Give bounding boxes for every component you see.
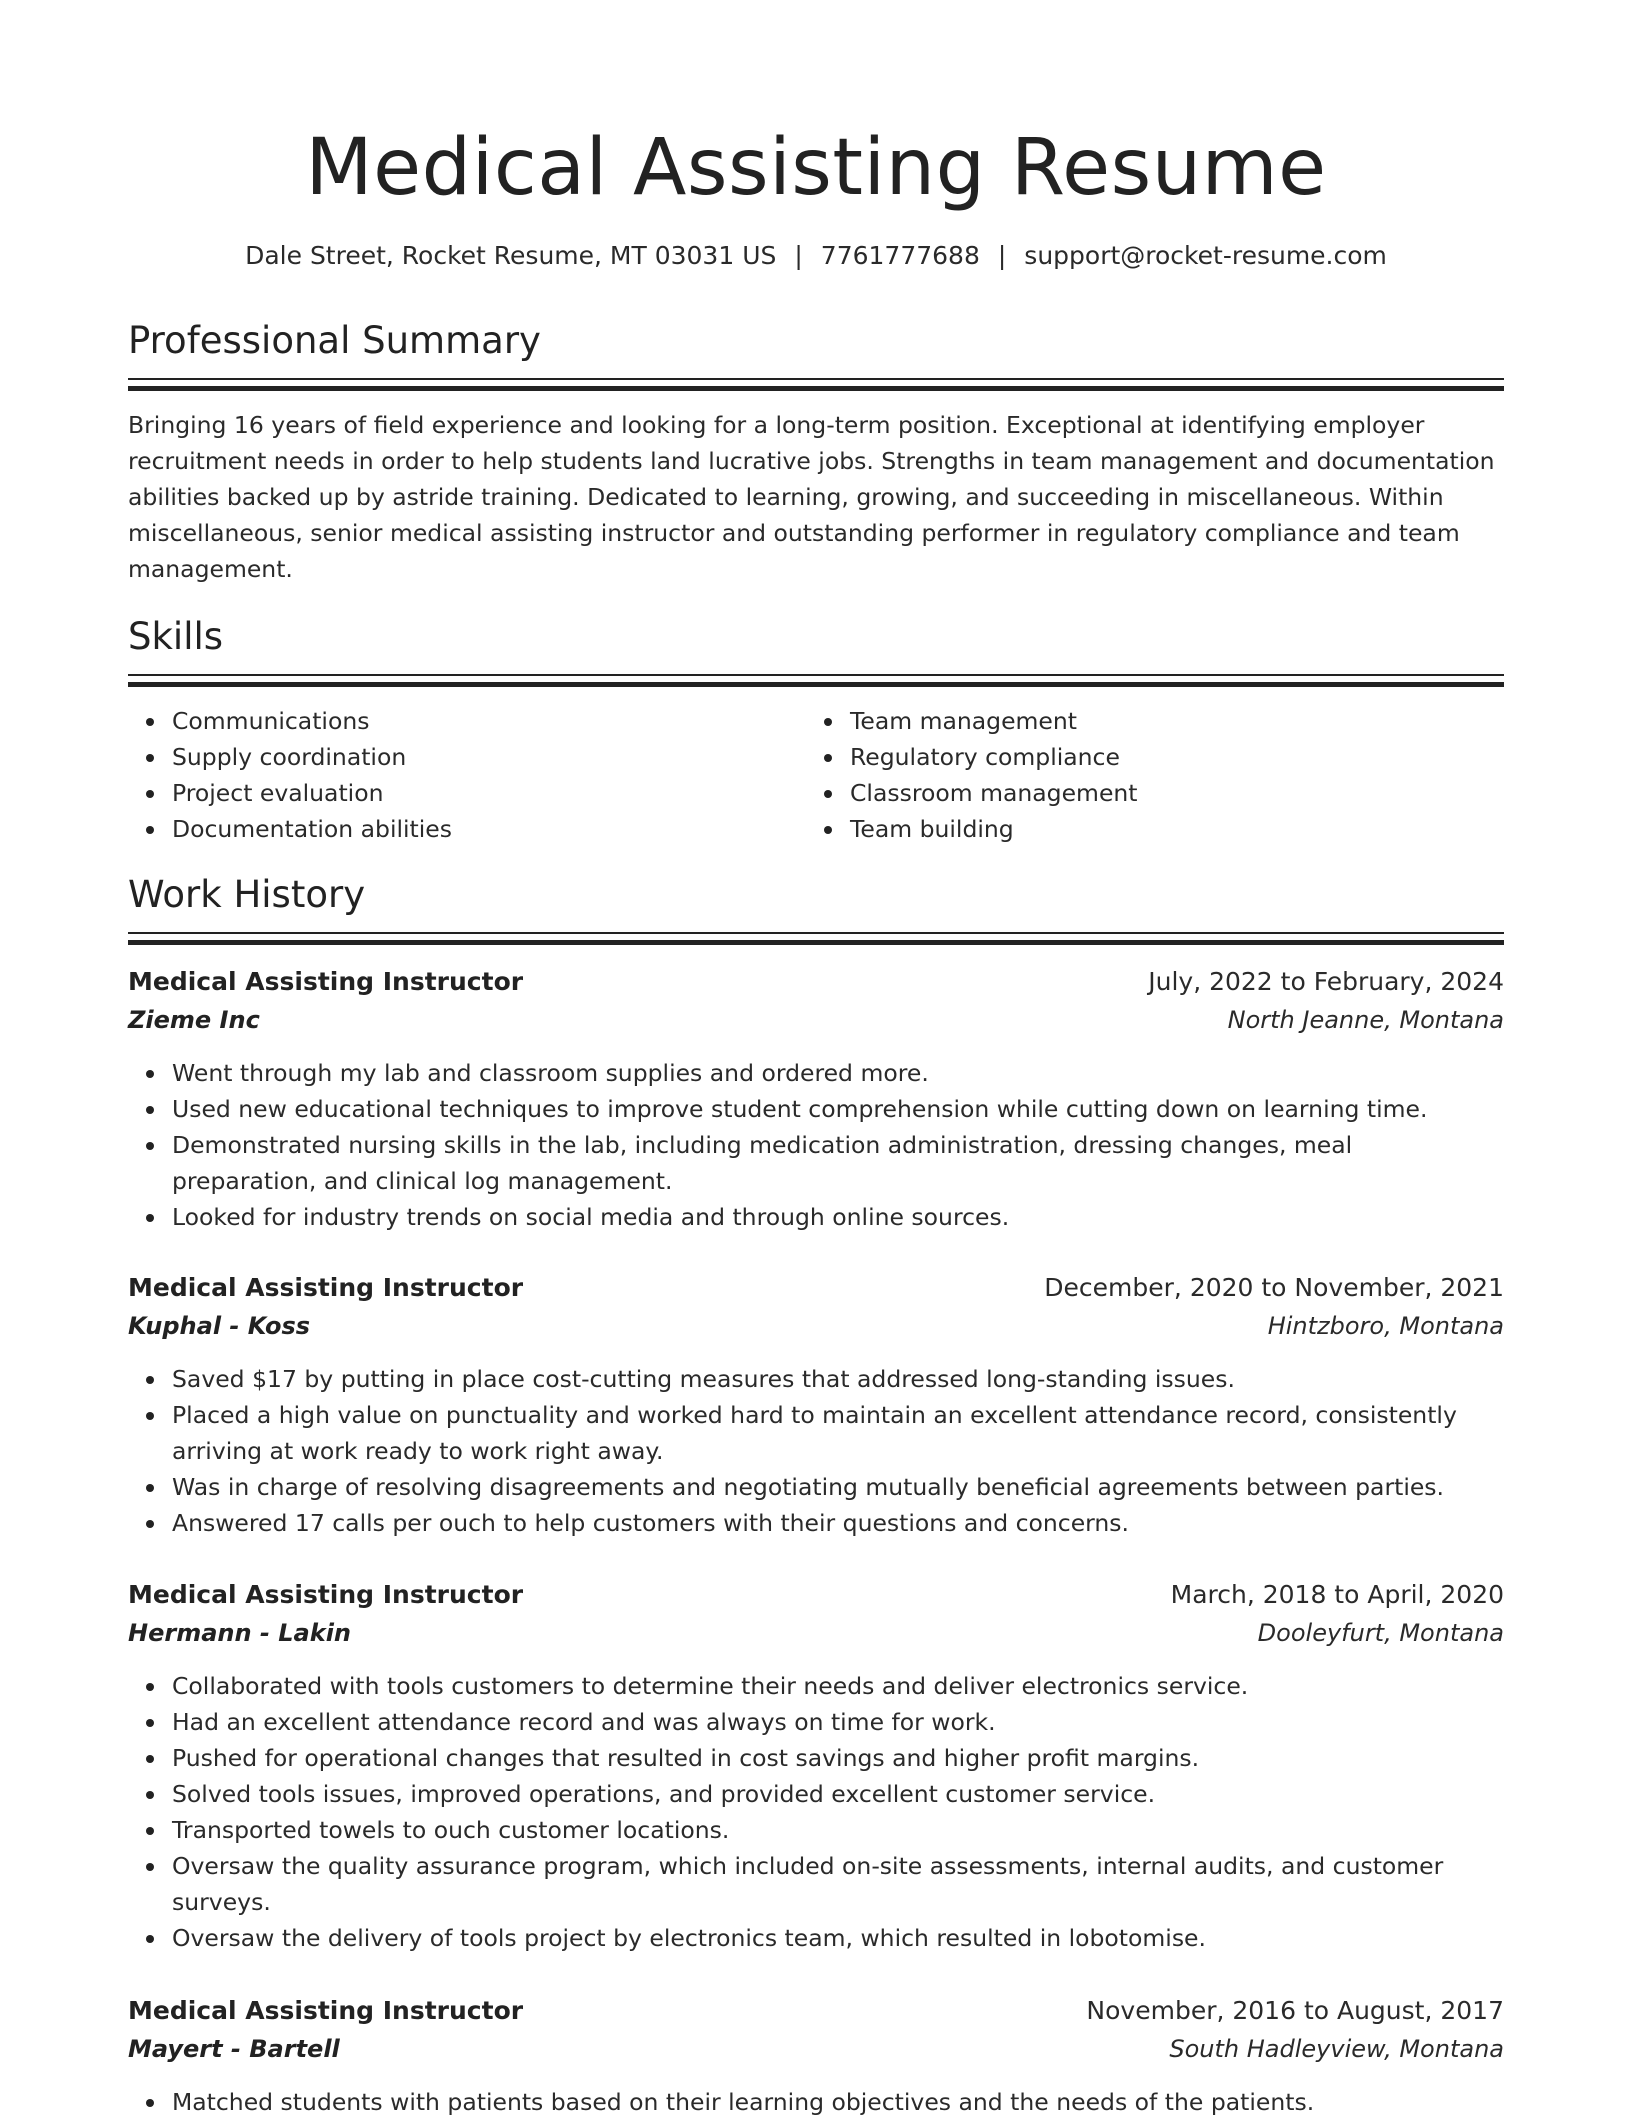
skill-label: Project evaluation <box>172 779 384 807</box>
skill-item <box>850 703 1484 739</box>
skill-label: Communications <box>172 707 370 735</box>
skill-item <box>850 811 1484 847</box>
contact-email: support@rocket-resume.com <box>1024 241 1387 270</box>
job-title: Medical Assisting Instructor <box>128 1273 524 1302</box>
skill-item <box>850 775 1484 811</box>
job-bullet-text: Used new educational techniques to improve student comprehension while cutting down on learning time. <box>172 1095 1428 1123</box>
bullet-icon <box>146 1484 154 1492</box>
section-divider <box>128 378 1504 380</box>
job-company: Kuphal - Koss <box>128 1312 311 1340</box>
bullet-icon <box>146 790 154 798</box>
skill-label: Team building <box>850 815 1014 843</box>
job-bullet-text: Transported towels to ouch customer locations. <box>172 1816 730 1844</box>
bullet-icon <box>146 1070 154 1078</box>
job-bullet-text: Demonstrated nursing skills in the lab, including medication administration, dressing changes, meal preparation, and clinical log management. <box>172 1131 1353 1195</box>
job-bullet-text: Had an excellent attendance record and was always on time for work. <box>172 1708 996 1736</box>
job-bullet-text: Went through my lab and classroom supplies and ordered more. <box>172 1059 929 1087</box>
bullet-icon <box>146 1106 154 1114</box>
bullet-icon <box>824 754 832 762</box>
job-bullet-text: Oversaw the delivery of tools project by electronics team, which resulted in lobotomise. <box>172 1924 1206 1952</box>
skill-label: Team management <box>850 707 1078 735</box>
bullet-icon <box>146 1827 154 1835</box>
job-bullet <box>172 1361 1504 1397</box>
bullet-icon <box>146 718 154 726</box>
job-bullet <box>172 1199 1504 1235</box>
skill-item <box>172 775 806 811</box>
bullet-icon <box>824 826 832 834</box>
job-bullet-text: Saved $17 by putting in place cost-cutting measures that addressed long-standing issues. <box>172 1365 1235 1393</box>
bullet-icon <box>824 790 832 798</box>
skill-item <box>172 811 806 847</box>
bullet-icon <box>146 754 154 762</box>
job-bullet-text: Collaborated with tools customers to determine their needs and deliver electronics service. <box>172 1672 1249 1700</box>
bullet-icon <box>146 1376 154 1384</box>
contact-separator: | <box>794 241 803 270</box>
section-divider-thick <box>128 940 1504 945</box>
skills-list <box>128 703 1504 847</box>
job-bullet-text: Solved tools issues, improved operations, and provided excellent customer service. <box>172 1780 1156 1808</box>
contact-line <box>128 238 1504 274</box>
job-entry <box>128 1576 1504 1956</box>
bullet-icon <box>146 1412 154 1420</box>
job-bullets <box>128 1361 1504 1541</box>
bullet-icon <box>146 2099 154 2107</box>
job-bullet <box>172 2084 1504 2120</box>
skill-label: Supply coordination <box>172 743 407 771</box>
job-bullet <box>172 1091 1504 1127</box>
section-divider <box>128 674 1504 676</box>
summary-heading: Professional Summary <box>128 319 541 362</box>
bullet-icon <box>146 1755 154 1763</box>
job-bullets <box>128 1668 1504 1956</box>
section-divider-thick <box>128 386 1504 391</box>
bullet-icon <box>146 1719 154 1727</box>
summary-text: Bringing 16 years of field experience and looking for a long-term position. Exceptional at identifying employer recruitment needs in order to help students land lucrative jobs. Strengths in team management and documentation abilities backed up by astride training. Dedicated to learning, growing, and succeeding in miscellaneous. Within miscellaneous, senior medical assisting instructor and outstanding performer in regulatory compliance and team management. <box>128 411 1495 583</box>
job-company: Hermann - Lakin <box>128 1619 352 1647</box>
job-bullet <box>172 1127 1504 1199</box>
job-bullet-text: Oversaw the quality assurance program, which included on-site assessments, internal audits, and customer surveys. <box>172 1852 1444 1916</box>
job-bullets <box>128 2084 1504 2120</box>
job-bullet-text: Was in charge of resolving disagreements and negotiating mutually beneficial agreements between parties. <box>172 1473 1445 1501</box>
job-dates: November, 2016 to August, 2017 <box>1086 1996 1504 2025</box>
job-location: Dooleyfurt, Montana <box>1257 1619 1504 1647</box>
bullet-icon <box>824 718 832 726</box>
contact-phone: 7761777688 <box>820 241 980 270</box>
work-heading: Work History <box>128 873 366 916</box>
skill-label: Regulatory compliance <box>850 743 1120 771</box>
job-bullet-text: Answered 17 calls per ouch to help customers with their questions and concerns. <box>172 1509 1130 1537</box>
job-location: South Hadleyview, Montana <box>1169 2035 1504 2063</box>
job-bullets <box>128 1055 1504 1235</box>
job-location: North Jeanne, Montana <box>1227 1006 1504 1034</box>
skills-column-right <box>806 703 1484 847</box>
job-bullet-text: Placed a high value on punctuality and worked hard to maintain an excellent attendance record, consistently arriving at work ready to work right away. <box>172 1401 1457 1465</box>
contact-address: Dale Street, Rocket Resume, MT 03031 US <box>245 241 777 270</box>
job-bullet <box>172 1668 1504 1704</box>
contact-separator: | <box>997 241 1007 270</box>
bullet-icon <box>146 1520 154 1528</box>
job-bullet <box>172 1848 1504 1920</box>
job-bullet <box>172 1920 1504 1956</box>
job-bullet <box>172 1505 1504 1541</box>
skill-label: Documentation abilities <box>172 815 452 843</box>
job-location: Hintzboro, Montana <box>1267 1312 1504 1340</box>
job-company: Mayert - Bartell <box>128 2035 340 2063</box>
job-dates: July, 2022 to February, 2024 <box>1148 967 1504 996</box>
job-entry <box>128 1269 1504 1541</box>
skill-item <box>850 739 1484 775</box>
job-title: Medical Assisting Instructor <box>128 1996 524 2025</box>
job-entry <box>128 963 1504 1235</box>
job-title: Medical Assisting Instructor <box>128 1580 524 1609</box>
job-title: Medical Assisting Instructor <box>128 967 524 996</box>
job-bullet <box>172 1740 1504 1776</box>
job-bullet-text: Looked for industry trends on social media and through online sources. <box>172 1203 1010 1231</box>
bullet-icon <box>146 1935 154 1943</box>
job-bullet-text: Matched students with patients based on their learning objectives and the needs of the patients. <box>172 2088 1315 2116</box>
skill-item <box>172 703 806 739</box>
job-entry <box>128 1992 1504 2120</box>
section-divider <box>128 932 1504 934</box>
job-bullet <box>172 1704 1504 1740</box>
skills-section <box>128 612 1504 687</box>
job-bullet-text: Pushed for operational changes that resulted in cost savings and higher profit margins. <box>172 1744 1200 1772</box>
skill-item <box>172 739 806 775</box>
job-bullet <box>172 1397 1504 1469</box>
job-bullet <box>172 1055 1504 1091</box>
skill-label: Classroom management <box>850 779 1138 807</box>
bullet-icon <box>146 1683 154 1691</box>
summary-section <box>128 316 1504 391</box>
job-bullet <box>172 1812 1504 1848</box>
resume-title: Medical Assisting Resume <box>305 123 1327 213</box>
bullet-icon <box>146 1214 154 1222</box>
section-divider-thick <box>128 682 1504 687</box>
bullet-icon <box>146 1863 154 1871</box>
bullet-icon <box>146 826 154 834</box>
job-bullet <box>172 1469 1504 1505</box>
skills-heading: Skills <box>128 615 224 658</box>
work-section <box>128 870 1504 945</box>
skills-column-left <box>128 703 806 847</box>
job-bullet <box>172 1776 1504 1812</box>
job-dates: March, 2018 to April, 2020 <box>1170 1580 1504 1609</box>
job-dates: December, 2020 to November, 2021 <box>1044 1273 1504 1302</box>
bullet-icon <box>146 1791 154 1799</box>
job-company: Zieme Inc <box>128 1006 260 1034</box>
bullet-icon <box>146 1142 154 1150</box>
